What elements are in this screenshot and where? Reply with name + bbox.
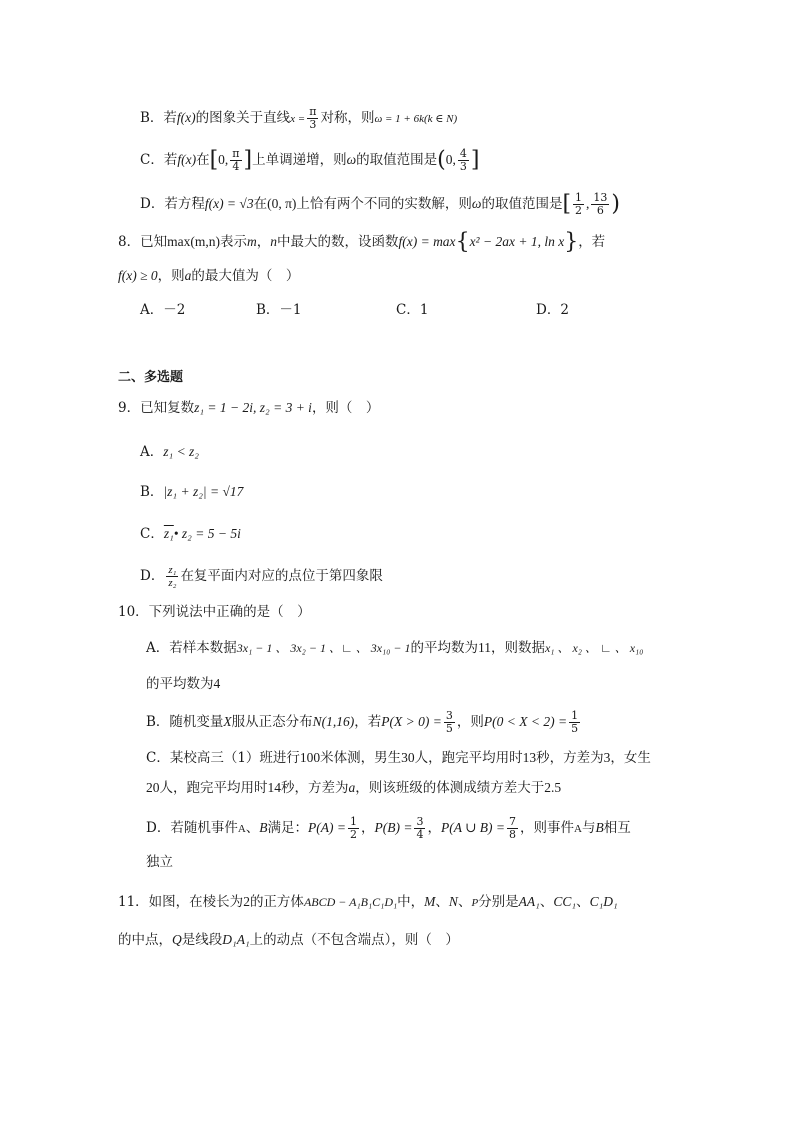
text: 上单调递增，则 [252, 152, 347, 168]
fraction [307, 106, 318, 131]
q10-option-c [146, 748, 651, 768]
text: 服从正态分布 [231, 714, 313, 730]
paren-left: ( [437, 147, 446, 173]
option-label: C．若 [140, 152, 178, 168]
text: ，则 [456, 714, 484, 730]
fraction [166, 564, 178, 589]
text: ， [361, 820, 375, 836]
comma: , [586, 196, 590, 211]
math-expr: B [595, 820, 604, 835]
q11-stem [118, 892, 618, 913]
text: ，则（ ） [311, 400, 380, 416]
bracket-right: ] [470, 147, 480, 173]
numerator: 4 [459, 147, 467, 160]
text: 表示 [219, 234, 247, 250]
section-heading: 二、多选题 [118, 370, 184, 385]
paren-right: ) [611, 191, 621, 217]
denominator: 8 [509, 828, 517, 841]
math-expr: 0, [218, 152, 229, 167]
math-expr: N(1,16) [312, 714, 355, 729]
numerator: 1 [575, 191, 583, 204]
math-expr: a [184, 268, 192, 283]
text: ，若 [578, 234, 606, 250]
text: 、 [457, 894, 472, 910]
text: 在复平面内对应的点位于第四象限 [180, 568, 383, 584]
math-expr: D₁A₁ [222, 932, 250, 947]
fraction [458, 148, 469, 173]
math-expr: m [246, 234, 257, 249]
text: ，则该班级的体测成绩方差大于 [355, 780, 545, 796]
q9-option-d [140, 564, 383, 589]
text: 是线段 [181, 932, 223, 948]
math-expr: P(A ∪ B) = [440, 820, 506, 835]
fraction [569, 710, 580, 735]
option-label: D．若随机事件 [146, 820, 238, 836]
option-label: A．若样本数据 [146, 640, 237, 656]
text: 上恰有两个不同的实数解，则 [296, 196, 472, 212]
text: 对称，则 [320, 110, 375, 126]
denominator: 6 [596, 204, 604, 217]
q10-option-b [146, 710, 582, 735]
math-expr: 2 [243, 894, 250, 909]
text: ，女生 [610, 750, 651, 766]
math-expr: f(x) = √3 [204, 196, 254, 211]
option-label: C． [140, 526, 164, 542]
math-expr: A [237, 823, 246, 835]
math-expr: ω [346, 152, 357, 167]
math-expr: a [348, 780, 356, 795]
fraction [348, 816, 359, 841]
numerator: 3 [445, 709, 453, 722]
math-expr: 0, [445, 152, 456, 167]
text: 相互 [603, 820, 631, 836]
text: 秒，方差为 [536, 750, 604, 766]
bracket-left: [ [562, 191, 572, 217]
numerator: π [232, 147, 240, 160]
math-expr: P(0 < X < 2) = [483, 714, 568, 729]
math-expr: ω [471, 196, 482, 211]
fraction [573, 192, 584, 217]
denominator: 4 [416, 828, 424, 841]
question-number: 9．已知复数 [118, 400, 195, 416]
math-expr: CC₁ [553, 894, 577, 909]
numerator: 3 [416, 815, 424, 828]
math-expr: A [574, 823, 582, 835]
math-expr: B [259, 820, 268, 835]
text: 的平均数为 [146, 676, 214, 692]
text: 的最大值为（ ） [191, 268, 300, 284]
math-expr: (0, π) [267, 196, 297, 211]
math-expr: 3 [603, 750, 611, 765]
denominator: 3 [309, 118, 317, 131]
numerator: 1 [571, 709, 579, 722]
option-label: B．随机变量 [146, 714, 224, 730]
math-expr: n [270, 234, 277, 249]
denominator: 3 [459, 160, 467, 173]
math-expr: P [471, 897, 479, 909]
bracket-left: [ [209, 147, 219, 173]
q10-stem: 10．下列说法中正确的是（ ） [118, 604, 311, 620]
q7-option-c [140, 148, 479, 173]
text: 上的动点（不包含端点），则（ ） [249, 932, 459, 948]
q8-option-d: D．2 [536, 302, 569, 318]
numerator: 1 [350, 815, 357, 828]
math-expr: |z₁ + z₂| = √17 [163, 484, 244, 499]
option-label: C．某校高三（1）班进行 [146, 750, 300, 766]
text: 的图象关于直线 [195, 110, 291, 126]
math-expr: f(x) ≥ 0 [118, 268, 158, 283]
math-expr: 3x₁ − 1 、 3x₂ − 1 、∟ 、 3x₁₀ − 1 [236, 641, 411, 655]
fraction [507, 816, 518, 841]
text: 、 [576, 894, 590, 910]
q11-stem-cont [118, 930, 459, 950]
math-expr: 4 [213, 676, 221, 691]
text: 的取值范围是 [356, 152, 438, 168]
math-expr: x₁ 、 x₂ 、 ∟ 、 x₁₀ [544, 641, 644, 655]
denominator: z₂ [168, 577, 177, 589]
q7-option-d [140, 192, 620, 217]
q8-stem-cont [118, 266, 299, 286]
text: 在 [196, 152, 210, 168]
math-expr: z₁ [163, 526, 174, 541]
denominator: 2 [575, 204, 583, 217]
text: ， [427, 820, 441, 836]
q10-option-a-cont [146, 674, 220, 694]
math-expr: 20 [146, 780, 160, 795]
text: 的中点， [118, 932, 172, 948]
text: 中， [397, 894, 425, 910]
math-expr: ABCD − A₁B₁C₁D₁ [303, 895, 398, 909]
question-number: 8．已知 [118, 234, 168, 250]
q8-option-c: C．1 [396, 302, 429, 318]
q10-option-d-cont: 独立 [146, 854, 173, 870]
q9-stem [118, 398, 379, 418]
text: 人，跑完平均用时 [414, 750, 523, 766]
math-expr: 11 [477, 640, 491, 655]
math-expr: 100 [299, 750, 321, 765]
fraction [230, 148, 241, 173]
text: 、 [245, 820, 260, 836]
math-expr: P(A) = [308, 820, 346, 835]
q9-option-a [140, 442, 199, 462]
denominator: 5 [445, 722, 453, 735]
math-expr: AA₁ [518, 894, 540, 909]
fraction [591, 192, 609, 217]
math-expr: 30 [401, 750, 415, 765]
text: ， [256, 234, 271, 250]
denominator: 5 [571, 722, 579, 735]
fraction [414, 816, 425, 841]
text: 的平均数为 [410, 640, 478, 656]
text: 秒，方差为 [281, 780, 349, 796]
text: 人，跑完平均用时 [159, 780, 268, 796]
math-expr: X [223, 714, 232, 729]
option-label: A． [140, 444, 164, 460]
numerator: π [309, 105, 317, 118]
brace-left: { [455, 229, 470, 255]
math-expr: ω = 1 + 6k(k ∈ N) [374, 113, 458, 125]
math-expr: M [424, 894, 436, 909]
math-expr: z₁ = 1 − 2i, z₂ = 3 + i [194, 400, 312, 415]
text: 的正方体 [249, 894, 304, 910]
text: 的取值范围是 [481, 196, 563, 212]
text: ，则数据 [490, 640, 545, 656]
text: 与 [581, 820, 596, 836]
option-label: D．若方程 [140, 196, 205, 212]
q8-option-b: B．－1 [256, 302, 302, 318]
text: ，则 [157, 268, 185, 284]
q9-option-b [140, 482, 243, 502]
math-expr: • z₂ = 5 − 5i [173, 526, 241, 541]
option-label: B．若 [140, 110, 177, 126]
math-expr: 14 [267, 780, 281, 795]
math-expr: x = [290, 113, 306, 125]
option-label: B． [140, 484, 164, 500]
q9-option-c [140, 524, 241, 544]
text: 、 [539, 894, 554, 910]
q10-option-d [146, 816, 631, 841]
numerator: 13 [593, 191, 608, 204]
math-expr: f(x) = max [398, 234, 456, 249]
math-expr: f(x) [177, 152, 197, 167]
text: 米体测，男生 [320, 750, 402, 766]
math-expr: x² − 2ax + 1, ln x [469, 234, 565, 249]
brace-right: } [564, 229, 579, 255]
q8-option-a: A．－2 [140, 302, 186, 318]
math-expr: P(X > 0) = [381, 714, 442, 729]
text: 满足： [267, 820, 309, 836]
numerator: 7 [509, 815, 517, 828]
math-expr: max(m,n) [167, 234, 220, 249]
math-expr: f(x) [176, 110, 196, 125]
text: 在 [253, 196, 268, 212]
bracket-right: ] [243, 147, 253, 173]
text: 、 [435, 894, 449, 910]
math-expr: C₁D₁ [589, 894, 618, 909]
denominator: 2 [350, 828, 357, 841]
text: ，若 [354, 714, 382, 730]
q7-option-b [140, 106, 457, 131]
math-expr: N [448, 894, 458, 909]
numerator: z₁ [168, 564, 177, 576]
text: 中最大的数，设函数 [276, 234, 399, 250]
question-number: 11．如图，在棱长为 [118, 894, 244, 910]
q8-stem [118, 229, 606, 255]
math-expr: 2.5 [544, 780, 562, 795]
fraction [444, 710, 455, 735]
text: ，则事件 [520, 820, 575, 836]
q10-option-c-cont [146, 778, 561, 798]
math-expr: Q [172, 932, 182, 947]
option-label: D． [140, 568, 165, 584]
q10-option-a [146, 638, 643, 658]
text: 分别是 [478, 894, 519, 910]
denominator: 4 [232, 160, 240, 173]
math-expr: P(B) = [374, 820, 413, 835]
math-expr: z₁ < z₂ [163, 444, 200, 459]
math-expr: 13 [522, 750, 537, 765]
